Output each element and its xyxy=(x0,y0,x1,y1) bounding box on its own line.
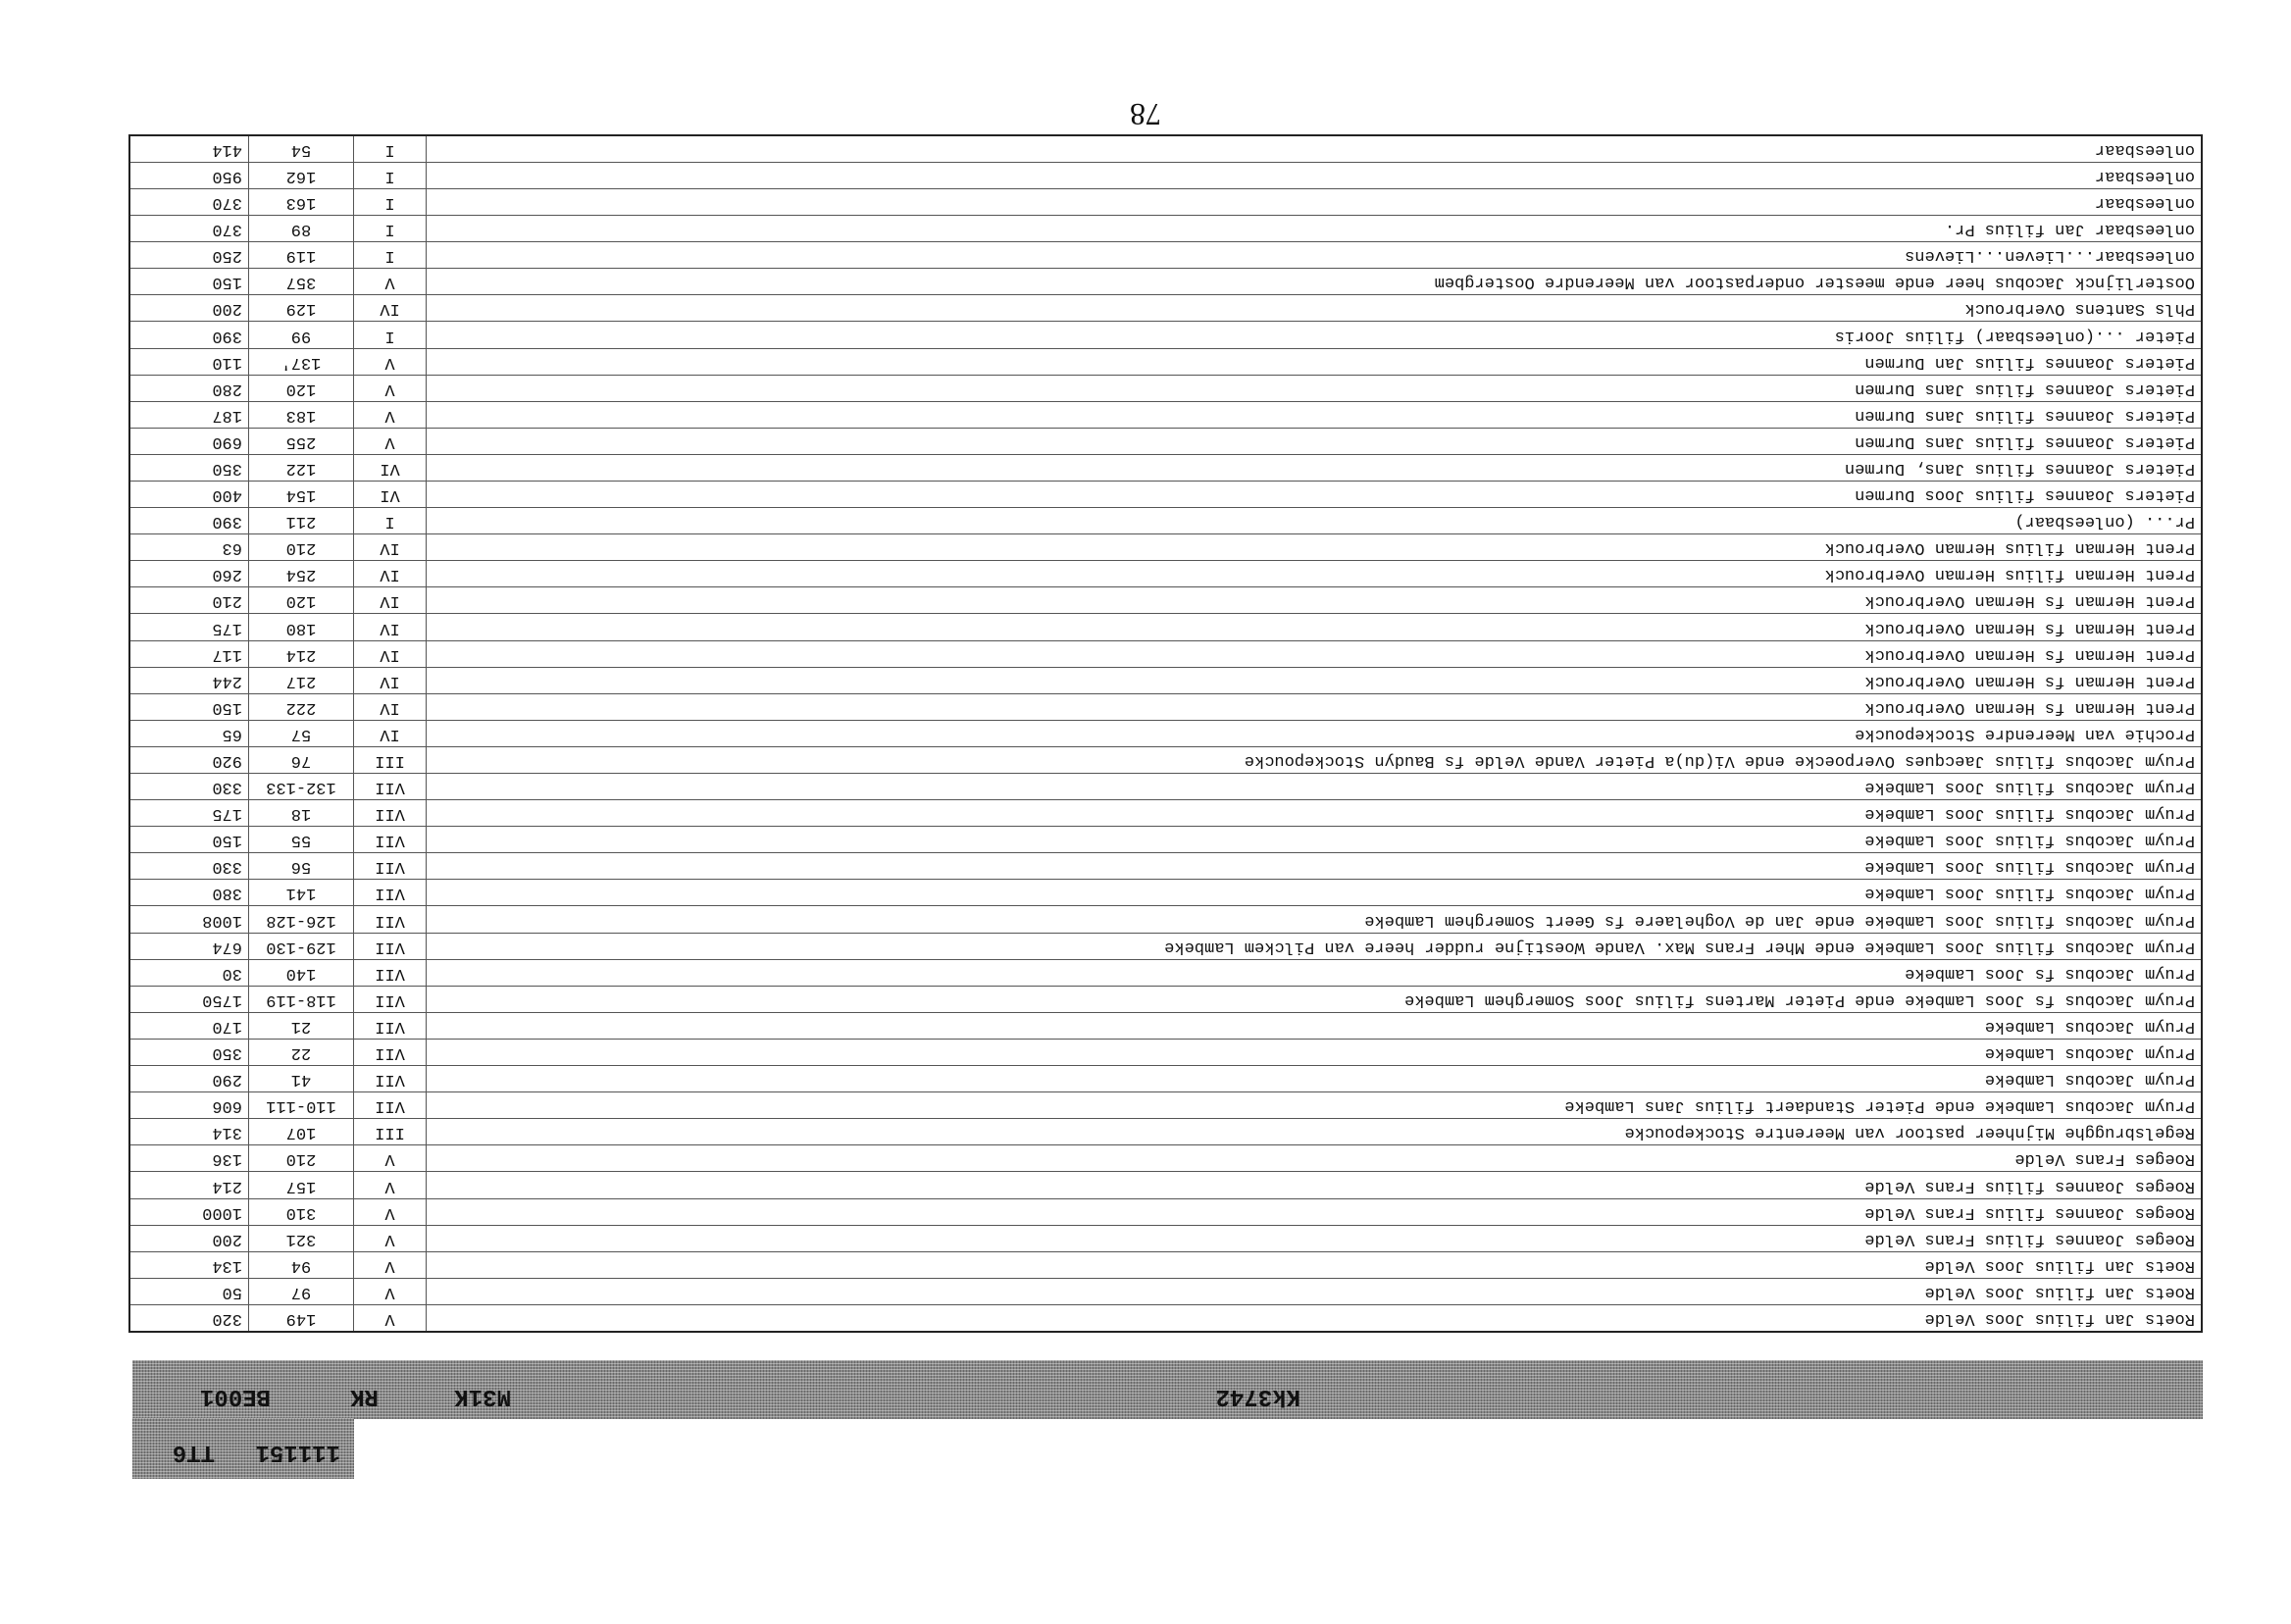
book-cell: V xyxy=(353,376,426,401)
name-cell: Pieters Joannes filius Jans Durmen xyxy=(426,402,2201,428)
table-row xyxy=(130,933,2201,959)
value-cell: 380 xyxy=(212,884,242,903)
table-row xyxy=(130,321,2201,347)
folio-cell: 163 xyxy=(248,189,353,215)
table-row xyxy=(130,1278,2201,1304)
book-cell: VII xyxy=(353,934,426,959)
name-cell: Prent Herman filius Herman Overbrouck xyxy=(426,534,2201,560)
book-cell: V xyxy=(353,1145,426,1171)
folio-cell: 254 xyxy=(248,561,353,586)
book-cell: VII xyxy=(353,960,426,986)
book-cell: VII xyxy=(353,1092,426,1118)
value-cell: 320 xyxy=(212,1309,242,1328)
folio-cell: 107 xyxy=(248,1119,353,1144)
book-cell: IV xyxy=(353,534,426,560)
value-cell: 390 xyxy=(212,512,242,532)
folio-cell: 110-111 xyxy=(248,1092,353,1118)
table-row xyxy=(130,294,2201,321)
value-cell: 110 xyxy=(212,352,242,372)
book-cell: I xyxy=(353,242,426,268)
table-row xyxy=(130,1065,2201,1091)
book-cell: VII xyxy=(353,1040,426,1065)
table-row xyxy=(130,401,2201,428)
folio-cell: 217 xyxy=(248,668,353,693)
name-cell: Pruym Jacobus filius Joos Lambeke xyxy=(426,880,2201,905)
folio-cell: 120 xyxy=(248,587,353,613)
name-cell: Roeges Joannes filius Frans Velde xyxy=(426,1199,2201,1225)
folio-cell: 57 xyxy=(248,721,353,746)
book-cell: V xyxy=(353,349,426,375)
value-cell: 63 xyxy=(222,538,242,558)
folio-cell: 21 xyxy=(248,1013,353,1039)
name-cell: Pruym Jacobus Lambeke xyxy=(426,1066,2201,1091)
value-cell: 170 xyxy=(212,1016,242,1036)
name-cell: Roets Jan filius Joos Velde xyxy=(426,1305,2201,1331)
folio-cell: 94 xyxy=(248,1252,353,1278)
table-row xyxy=(130,1251,2201,1278)
book-cell: VII xyxy=(353,853,426,879)
table-row xyxy=(130,215,2201,241)
folio-cell: 157 xyxy=(248,1172,353,1197)
book-cell: I xyxy=(353,136,426,162)
folio-cell: 129-130 xyxy=(248,934,353,959)
value-cell: 350 xyxy=(212,1043,242,1063)
folio-cell: 132-133 xyxy=(248,774,353,799)
folio-cell: 154 xyxy=(248,482,353,507)
book-cell: VII xyxy=(353,907,426,933)
table-row xyxy=(130,162,2201,188)
table-row xyxy=(130,454,2201,481)
value-cell: 350 xyxy=(212,459,242,478)
table-row xyxy=(130,773,2201,799)
value-cell: 690 xyxy=(212,431,242,451)
name-cell: Pruym Jacobus filius Joos Lambeke ende Jan de Voghelaere fs Geert Somerghem Lambeke xyxy=(426,907,2201,933)
book-cell: VII xyxy=(353,774,426,799)
value-cell: 150 xyxy=(212,697,242,717)
book-cell: V xyxy=(353,1226,426,1251)
table-row xyxy=(130,375,2201,401)
name-cell: Phls Santens Overbrouck xyxy=(426,295,2201,321)
header-time: 111151 xyxy=(255,1439,340,1465)
folio-cell: 357 xyxy=(248,269,353,294)
name-cell: Prent Herman filius Herman Overbrouck xyxy=(426,561,2201,586)
table-row xyxy=(130,428,2201,454)
folio-cell: 255 xyxy=(248,429,353,454)
folio-cell: 99 xyxy=(248,322,353,347)
book-cell: V xyxy=(353,402,426,428)
value-cell: 950 xyxy=(212,166,242,185)
value-cell: 260 xyxy=(212,565,242,584)
table-row xyxy=(130,667,2201,693)
book-cell: V xyxy=(353,269,426,294)
name-cell: Pieters Joannes filius Jans Durmen xyxy=(426,429,2201,454)
book-cell: VII xyxy=(353,880,426,905)
table-row xyxy=(130,959,2201,986)
scan-header-tab xyxy=(132,1418,354,1479)
name-cell: Oosterlijnck Jacobus heer ende meester onderpastoor van Meerendre Oostergbem xyxy=(426,269,2201,294)
folio-cell: 120 xyxy=(248,376,353,401)
book-cell: VII xyxy=(353,800,426,826)
table-row xyxy=(130,136,2201,162)
header-size: M31K xyxy=(454,1383,511,1409)
name-cell: Prent Herman fs Herman Overbrouck xyxy=(426,587,2201,613)
table-row xyxy=(130,746,2201,773)
table-row xyxy=(130,188,2201,215)
name-cell: Pruym Jacobus Lambeke xyxy=(426,1013,2201,1039)
name-cell: Pieters Joannes filius Joos Durmen xyxy=(426,482,2201,507)
folio-cell: 76 xyxy=(248,747,353,773)
folio-cell: 89 xyxy=(248,216,353,241)
value-cell: 330 xyxy=(212,778,242,797)
value-cell: 214 xyxy=(212,1176,242,1195)
folio-cell: 118-119 xyxy=(248,987,353,1012)
name-cell: Roets Jan filius Joos Velde xyxy=(426,1252,2201,1278)
value-cell: 210 xyxy=(212,591,242,611)
value-cell: 280 xyxy=(212,379,242,398)
table-row xyxy=(130,481,2201,507)
book-cell: IV xyxy=(353,614,426,639)
book-cell: I xyxy=(353,163,426,188)
book-cell: VI xyxy=(353,455,426,481)
folio-cell: 137' xyxy=(248,349,353,375)
value-cell: 200 xyxy=(212,299,242,319)
table-row xyxy=(130,1118,2201,1144)
book-cell: V xyxy=(353,1305,426,1331)
book-cell: V xyxy=(353,429,426,454)
folio-cell: 211 xyxy=(248,508,353,533)
value-cell: 1008 xyxy=(202,910,242,930)
book-cell: I xyxy=(353,322,426,347)
table-row xyxy=(130,1012,2201,1039)
book-cell: VI xyxy=(353,482,426,507)
book-cell: V xyxy=(353,1199,426,1225)
table-row xyxy=(130,268,2201,294)
folio-cell: 18 xyxy=(248,800,353,826)
table-row xyxy=(130,241,2201,268)
table-row xyxy=(130,1225,2201,1251)
name-cell: Pruym Jacobus filius Joos Lambeke xyxy=(426,800,2201,826)
value-cell: 370 xyxy=(212,220,242,239)
header-page: TT6 xyxy=(172,1439,215,1465)
name-cell: Prochie van Meerendre Stockepoucke xyxy=(426,721,2201,746)
folio-cell: 140 xyxy=(248,960,353,986)
value-cell: 187 xyxy=(212,405,242,425)
table-row xyxy=(130,852,2201,879)
table-row xyxy=(130,613,2201,639)
name-cell: onleesbaar xyxy=(426,163,2201,188)
name-cell: Pruym Jacobus fs Joos Lambeke xyxy=(426,960,2201,986)
value-cell: 330 xyxy=(212,857,242,877)
book-cell: III xyxy=(353,1119,426,1144)
name-cell: onleesbaar Jan filius Pr. xyxy=(426,216,2201,241)
value-cell: 674 xyxy=(212,937,242,956)
name-cell: Roeges Joannes filius Frans Velde xyxy=(426,1172,2201,1197)
value-cell: 50 xyxy=(222,1282,242,1301)
name-cell: Pruym Jacobus fs Joos Lambeke ende Pieter Martens filius Joos Somerghem Lambeke xyxy=(426,987,2201,1012)
header-unit: RK xyxy=(350,1383,379,1409)
folio-cell: 122 xyxy=(248,455,353,481)
folio-cell: 180 xyxy=(248,614,353,639)
name-cell: Pieters Joannes filius Jan Durmen xyxy=(426,349,2201,375)
book-cell: I xyxy=(353,216,426,241)
table-row xyxy=(130,1171,2201,1197)
name-cell: Pruym Jacobus Lambeke ende Pieter Standaert filius Jans Lambeke xyxy=(426,1092,2201,1118)
value-cell: 175 xyxy=(212,804,242,824)
name-cell: Pruym Jacobus filius Joos Lambeke xyxy=(426,774,2201,799)
folio-cell: 149 xyxy=(248,1305,353,1331)
table-row xyxy=(130,533,2201,560)
name-cell: onleesbaar...Lieven...Lievens xyxy=(426,242,2201,268)
value-cell: 250 xyxy=(212,246,242,266)
folio-cell: 126-128 xyxy=(248,907,353,933)
value-cell: 134 xyxy=(212,1255,242,1275)
scan-header-band xyxy=(132,1360,2203,1419)
folio-cell: 222 xyxy=(248,694,353,720)
folio-cell: 321 xyxy=(248,1226,353,1251)
name-cell: Prent Herman fs Herman Overbrouck xyxy=(426,614,2201,639)
value-cell: 117 xyxy=(212,644,242,664)
table-row xyxy=(130,348,2201,375)
book-cell: IV xyxy=(353,587,426,613)
value-cell: 920 xyxy=(212,751,242,771)
name-cell: onleesbaar xyxy=(426,136,2201,162)
value-cell: 370 xyxy=(212,193,242,213)
register-table xyxy=(128,134,2203,1333)
value-cell: 606 xyxy=(212,1096,242,1116)
table-row xyxy=(130,826,2201,852)
book-cell: III xyxy=(353,747,426,773)
book-cell: IV xyxy=(353,668,426,693)
table-row xyxy=(130,1039,2201,1065)
book-cell: VII xyxy=(353,1013,426,1039)
table-row xyxy=(130,720,2201,746)
book-cell: I xyxy=(353,189,426,215)
table-row xyxy=(130,1198,2201,1225)
value-cell: 1750 xyxy=(202,990,242,1009)
folio-cell: 97 xyxy=(248,1279,353,1304)
book-cell: V xyxy=(353,1279,426,1304)
book-cell: V xyxy=(353,1172,426,1197)
name-cell: Roeges Joannes filius Frans Velde xyxy=(426,1226,2201,1251)
value-cell: 30 xyxy=(222,963,242,983)
name-cell: Pruym Jacobus filius Joos Lambeke xyxy=(426,827,2201,852)
table-row xyxy=(130,693,2201,720)
value-cell: 390 xyxy=(212,326,242,345)
folio-cell: 310 xyxy=(248,1199,353,1225)
value-cell: 65 xyxy=(222,724,242,743)
name-cell: Roets Jan filius Joos Velde xyxy=(426,1279,2201,1304)
table-row xyxy=(130,986,2201,1012)
page-number: 78 xyxy=(1130,97,1161,132)
folio-cell: 129 xyxy=(248,295,353,321)
value-cell: 200 xyxy=(212,1229,242,1248)
name-cell: Pruym Jacobus filius Joos Lambeke ende Mher Frans Max. Vande Woestijne rudder heere van Pilckem Lambeke xyxy=(426,934,2201,959)
table-row xyxy=(130,507,2201,533)
book-cell: IV xyxy=(353,721,426,746)
value-cell: 175 xyxy=(212,618,242,637)
book-cell: VII xyxy=(353,827,426,852)
folio-cell: 141 xyxy=(248,880,353,905)
value-cell: 150 xyxy=(212,831,242,850)
name-cell: Roeges Frans Velde xyxy=(426,1145,2201,1171)
name-cell: Pruym Jacobus filius Jaecques Overpoecke ende Vi(du)a Pieter Vande Velde fs Baudyn Stockepoucke xyxy=(426,747,2201,773)
folio-cell: 55 xyxy=(248,827,353,852)
name-cell: Pruym Jacobus filius Joos Lambeke xyxy=(426,853,2201,879)
name-cell: Pruym Jacobus Lambeke xyxy=(426,1040,2201,1065)
folio-cell: 22 xyxy=(248,1040,353,1065)
table-row xyxy=(130,560,2201,586)
book-cell: IV xyxy=(353,561,426,586)
name-cell: Pr... (onleesbaar) xyxy=(426,508,2201,533)
book-cell: I xyxy=(353,508,426,533)
table-row xyxy=(130,1304,2201,1331)
name-cell: Pieters Joannes filius Jans, Durmen xyxy=(426,455,2201,481)
value-cell: 244 xyxy=(212,671,242,690)
header-code: Kk3742 xyxy=(1215,1383,1300,1409)
folio-cell: 210 xyxy=(248,534,353,560)
name-cell: Prent Herman fs Herman Overbrouck xyxy=(426,668,2201,693)
name-cell: Pieter ...(onleesbaar) filius Jooris xyxy=(426,322,2201,347)
table-row xyxy=(130,879,2201,905)
table-row xyxy=(130,1144,2201,1171)
book-cell: VII xyxy=(353,987,426,1012)
book-cell: V xyxy=(353,1252,426,1278)
folio-cell: 54 xyxy=(248,136,353,162)
book-cell: VII xyxy=(353,1066,426,1091)
value-cell: 136 xyxy=(212,1149,242,1169)
table-row xyxy=(130,906,2201,933)
name-cell: onleesbaar xyxy=(426,189,2201,215)
value-cell: 400 xyxy=(212,485,242,505)
name-cell: Prent Herman fs Herman Overbrouck xyxy=(426,694,2201,720)
book-cell: IV xyxy=(353,641,426,667)
folio-cell: 41 xyxy=(248,1066,353,1091)
name-cell: Prent Herman fs Herman Overbrouck xyxy=(426,641,2201,667)
name-cell: Pieters Joannes filius Jans Durmen xyxy=(426,376,2201,401)
folio-cell: 183 xyxy=(248,402,353,428)
folio-cell: 162 xyxy=(248,163,353,188)
folio-cell: 210 xyxy=(248,1145,353,1171)
table-row xyxy=(130,586,2201,613)
value-cell: 314 xyxy=(212,1123,242,1142)
book-cell: IV xyxy=(353,295,426,321)
book-cell: IV xyxy=(353,694,426,720)
value-cell: 1000 xyxy=(202,1202,242,1222)
name-cell: Regelsbrugghe Mijnheer pastoor van Meerentre Stockepoucke xyxy=(426,1119,2201,1144)
table-row xyxy=(130,1091,2201,1118)
value-cell: 414 xyxy=(212,139,242,159)
value-cell: 290 xyxy=(212,1070,242,1090)
table-row xyxy=(130,799,2201,826)
header-date: BE001 xyxy=(199,1383,271,1409)
table-row xyxy=(130,640,2201,667)
value-cell: 150 xyxy=(212,273,242,292)
folio-cell: 56 xyxy=(248,853,353,879)
folio-cell: 214 xyxy=(248,641,353,667)
folio-cell: 119 xyxy=(248,242,353,268)
